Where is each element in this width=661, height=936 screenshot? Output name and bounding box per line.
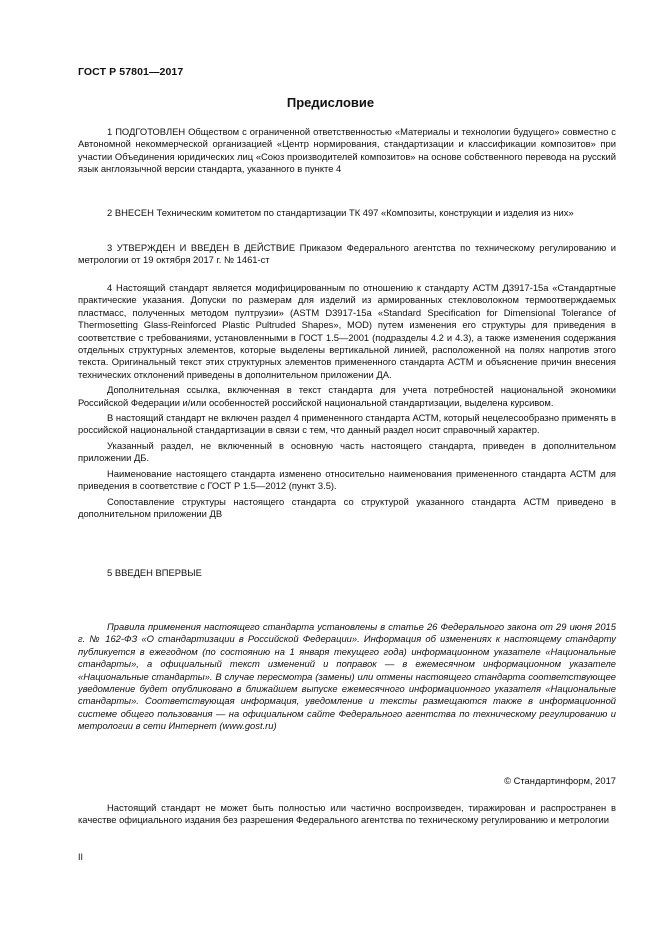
copyright-line: © Стандартинформ, 2017 <box>504 775 616 786</box>
page-number: II <box>78 852 84 862</box>
reproduction-notice-text: Настоящий стандарт не может быть полностью или частично воспроизведен, тиражирован и распространен в качестве официального издания без разрешения Федерального агентства по техническому регулированию и метрологии <box>78 802 616 826</box>
section-3-text: 3 УТВЕРЖДЕН И ВВЕДЕН В ДЕЙСТВИЕ Приказом Федерального агентства по техническому регулированию и метрологии от 19 октября 2017 г. № 1461-ст <box>78 242 616 266</box>
section-5-text: 5 ВВЕДЕН ВПЕРВЫЕ <box>107 567 202 578</box>
section-3 <box>78 242 616 270</box>
section-1 <box>78 126 616 179</box>
section-1-text: 1 ПОДГОТОВЛЕН Обществом с ограниченной ответственностью «Материалы и технологии будущего» совместно с Автономной некоммерческой организацией «Центр нормирования, стандартизации и классификации композитов» при участии Объединения юридических лиц «Союз производителей композитов» на основе собственного перевода на русский язык англоязычной версии стандарта, указанного в пункте 4 <box>78 126 616 175</box>
section-4-paragraph: 4 Настоящий стандарт является модифицированным по отношению к стандарту АСТМ Д3917-15а «Стандартные практические указания. Допуски по размерам для изделий из армированных стекловолокном термоотверждаемых пластмасс, полученных методом пултрузии» (ASTM D3917-15a «Standard Specification for Dimensional Tolerance of Thermosetting Glass-Reinforced Plastic Pultruded Shapes», MOD) путем изменения его структуры для приведения в соответствие с требованиями, установленными в ГОСТ 1.5—2001 (подразделы 4.2 и 4.3), а также изменения содержания отдельных структурных элементов, которые выделены вертикальной линией, расположенной на полях напротив этого текста. Оригинальный текст этих структурных элементов примененного стандарта АСТМ и объяснение причин внесения технических отклонений приведены в дополнительном приложении ДА. <box>78 282 616 380</box>
section-4-paragraph: Сопоставление структуры настоящего стандарта со структурой указанного стандарта АСТМ приведено в дополнительном приложении ДВ <box>78 495 616 519</box>
section-4-paragraph: В настоящий стандарт не включен раздел 4 примененного стандарта АСТМ, который нецелесообразно применять в российской национальной стандартизации в связи с тем, что данный раздел носит справочный характер. <box>78 412 616 436</box>
reproduction-notice <box>78 802 616 830</box>
section-4-paragraph: Наименование настоящего стандарта изменено относительно наименования примененного стандарта АСТМ для приведения в соответствие с ГОСТ Р 1.5—2012 (пункт 3.5). <box>78 467 616 492</box>
section-2-text: 2 ВНЕСЕН Техническим комитетом по стандартизации ТК 497 «Композиты, конструкции и изделия из них» <box>107 207 574 218</box>
section-5 <box>78 567 616 582</box>
section-4-paragraph: Дополнительная ссылка, включенная в текст стандарта для учета потребностей национальной экономики Российской Федерации и/или особенностей российской национальной стандартизации, выделена курсивом. <box>78 384 616 408</box>
rules-notice <box>78 621 616 736</box>
page-title: Предисловие <box>286 95 375 110</box>
section-4-paragraph: Указанный раздел, не включенный в основную часть настоящего стандарта, приведен в дополнительном приложении ДБ. <box>78 439 616 464</box>
rules-notice-text: Правила применения настоящего стандарта установлены в статье 26 Федерального закона от 29 июня 2015 г. № 162-ФЗ «О стандартизации в Российской Федерации». Информация об изменениях к настоящему стандарту публикуется в ежегодном (по состоянию на 1 января текущего года) информационном указателе «Национальные стандарты», а официальный текст изменений и поправок — в ежемесячном информационном указателе «Национальные стандарты». В случае пересмотра (замены) или отмены настоящего стандарта соответствующее уведомление будет опубликовано в ближайшем выпуске ежемесячного информационного указателя «Национальные стандарты». Соответствующая информация, уведомление и тексты размещаются также в информационной системе общего пользования — на официальном сайте Федерального агентства по техническому регулированию и метрологии в сети Интернет (www.gost.ru) <box>78 621 616 732</box>
section-4 <box>78 282 616 523</box>
section-2 <box>78 207 616 222</box>
standard-code-header: ГОСТ Р 57801—2017 <box>78 66 184 78</box>
